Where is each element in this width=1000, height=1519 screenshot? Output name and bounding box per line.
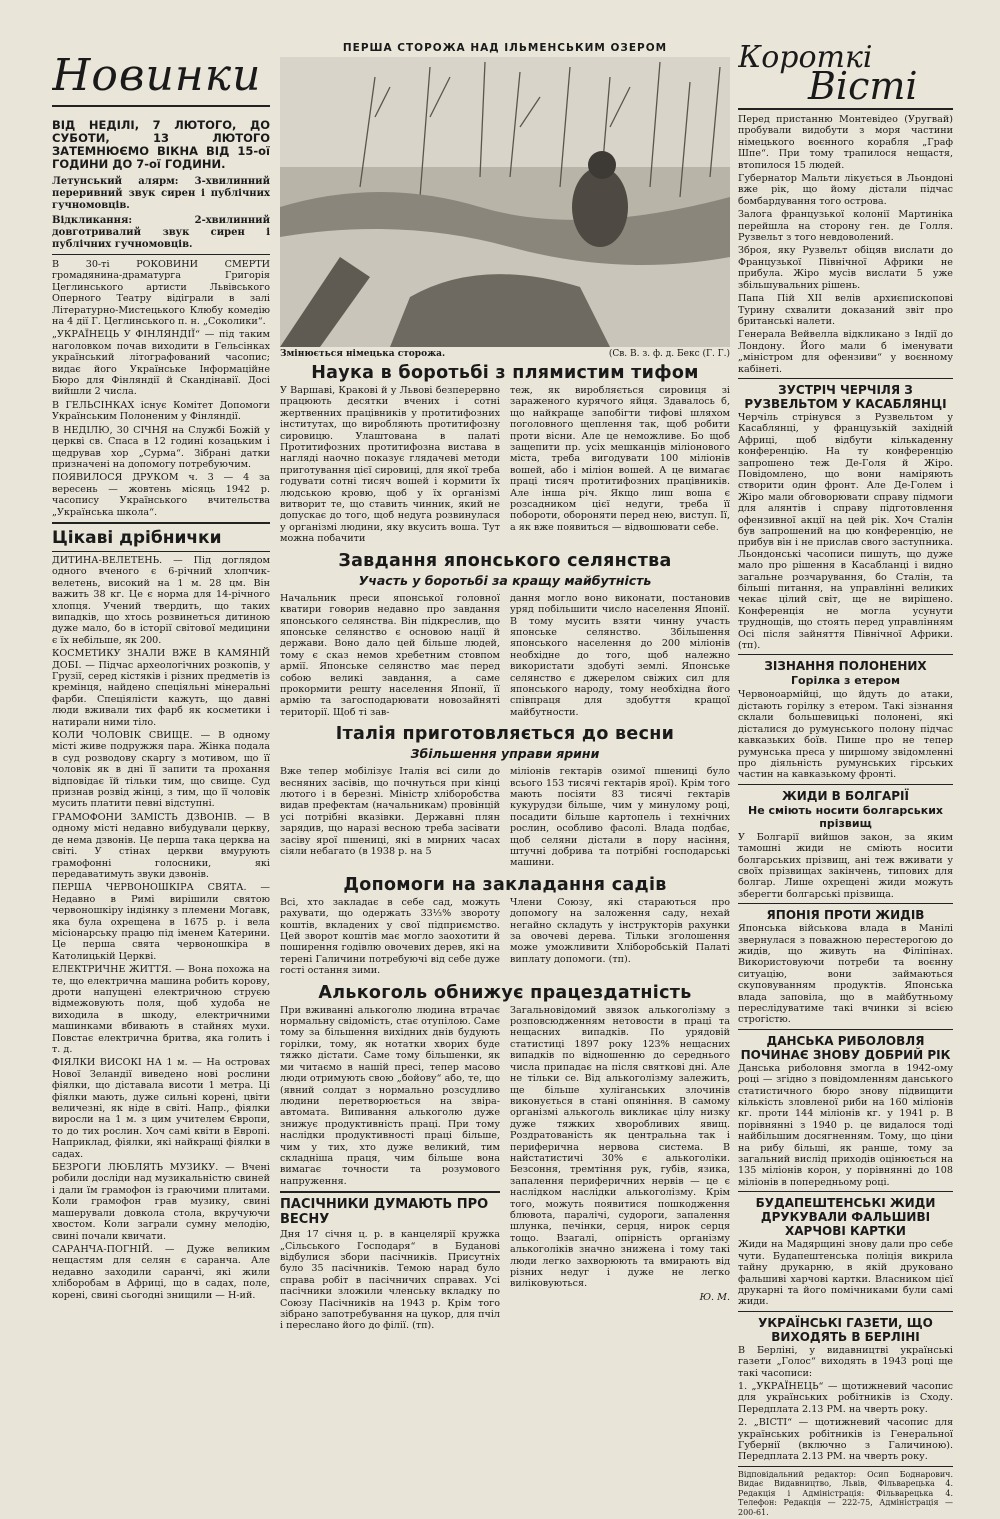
article-text: При вживанні алькоголю людина втрачає нормальну свідомість, стає отупілою. Саме тому за більшення вихідних днів будують горілки, тому, як нотатки хворих буде тяжко дістати. Саме тому більшенки, як ми читаємо в нашій пресі, тепер масово люди отримують свою „бойову“ або, те, що (явний солдат з нормально розсудливо людини перетворюється на звіра-автомата. Випивання алькоголю дуже знижує продуктивність праці. При тому наслідки продуктивності праці більше, чим у тих, хто дуже великий, тим складніша праця, чим більше вона вимагає точности та розумового напруження. <box>280 1004 500 1187</box>
article-body <box>280 897 730 979</box>
photo-headline: ПЕРША СТОРОЖА НАД ІЛЬМЕНСЬКИМ ОЗЕРОМ <box>342 42 668 54</box>
article-body <box>280 385 730 547</box>
korotki-masthead <box>738 40 953 108</box>
article-text: теж, як виробляється сировиця зі зараженого курячого яйця. Здавалось б, що найкраще запобігти тифові шляхом поголовного щеплення так, щоб робити проти вісни. Але це неможливе. Бо щоб защепити пр. усіх мешканців міліонового міста, треба вигодувати 100 міліонів вошей, або і міліон вошей. А це вимагає праці тисяч протитифозних працівників. Але інша річ. Якщо лиш воша є розсадником цієї недуги, треба її побороти, обороняти перед нею, виступ. Ії, а як вже появиться — відвошювати себе. <box>510 385 730 533</box>
trivia-item: КОСМЕТИКУ ЗНАЛИ ВЖЕ В КАМЯНІЙ ДОБІ. — Підчас археологічних розкопів, у Грузії, серед кістяків і різних предметів із кремінця, найдено спеціяльні мінеральні фарби. Спеціялісти кажуть, що давні люди вживали тих фарб як косметики і натирали ними тіло. <box>52 648 270 728</box>
article-title: Італія приготовляється до весни <box>335 724 675 745</box>
trivia-item: КОЛИ ЧОЛОВІК СВИЩЕ. — В одному місті живе подружжя пара. Жінка подала в суд розводову скаргу з мотивом, що її чоловік як в дні її запити та прохання відповідає їй тільки тим, що свище. Суд признав розвід жінці, з тим, що її чоловік мусить платити певні відступні. <box>52 730 270 810</box>
news-photo <box>280 57 730 347</box>
article-subtitle: Збільшення управи ярини <box>410 746 600 762</box>
divider <box>738 378 953 379</box>
divider <box>738 1466 953 1467</box>
article-subtitle: Не сміють носити болгарських прізвищ <box>747 803 943 830</box>
brief-item: Зброя, яку Рузвельт обіцяв вислати до Французької Північної Африки не прибула. Жіро мусів вислати 5 уже збільшувальних рішень. <box>738 245 953 291</box>
article-title: ДАНСЬКА РИБОЛОВЛЯ ПОЧИНАЄ ЗНОВУ ДОБРИЙ РІК <box>740 1033 951 1062</box>
divider <box>738 1311 953 1312</box>
brief-item: Залога французької колонії Мартиніка перейшла на сторону ген. де Голля. Рузвельт з того невдоволений. <box>738 209 953 244</box>
news-item: „УКРАЇНЕЦЬ У ФІНЛЯНДІЇ“ — під таким наголовком почав виходити в Гельсінках український літографований часопис; видає його Українське Інформаційне Бюро для Фінляндії й Скандінавії. Досі вийшли 2 числа. <box>52 329 270 398</box>
trivia-item: ФІЯЛКИ ВИСОКІ НА 1 м. — На островах Нової Зеландії виведено нові рослини фіялки, що діставала висоти 1 метра. Ці фіялки мають, дуже сильні корені, цвіти величезні, як ніде в світі. Напр., фіялки виросли на 1 м. з цим учителем Європи, то до тих рослин. Хоч самі квіти в Европі. Наприклад, фіялки, які найкращі фіялки в садах. <box>52 1057 270 1160</box>
brief-item: Губернатор Мальти лікується в Льондоні вже рік, що йому дістали підчас бомбардування того острова. <box>738 173 953 207</box>
article-body <box>280 1005 730 1334</box>
left-column <box>52 0 270 1303</box>
trivia-item: ПЕРША ЧЕРВОНОШКІРА СВЯТА. — Недавно в Римі вирішили святою червоношкіру індіянку з племени Могавк, яка була охрещена в 1675 р. і вела місіонарську працю під іменем Катерини. Це перша свята червоношкіра в Католицькій Церкві. <box>52 882 270 962</box>
article-body <box>280 593 730 720</box>
news-item: В 30-ті РОКОВИНИ СМЕРТИ громадянина-драматурга Григорія Цеглинського артисти Львівського Оперного Театру відіграли в залі Літературно-Мистецького Клюбу комедію на 4 дії Г. Цеглинського п. н. „Соколики“. <box>52 259 270 328</box>
list-item: 1. „УКРАЇНЕЦЬ“ — щотижневий часопис для українських робітників із Сходу. Передплата 2.13 РМ. на чверть року. <box>738 1380 953 1415</box>
article-text: У Болгарії вийшов закон, за яким тамошні жиди не сміють носити болгарських прізвищ, ані теж вживати у своїх прізвищах закінчень, типових для болгар. Лише охрещені жиди можуть зберегти болгарські прізвища. <box>738 831 953 900</box>
divider <box>738 654 953 655</box>
article-text: Жиди на Мадярщині знову дали про себе чути. Будапештенська поліція викрила тайну друкарню, в якій друковано фальшиві харчові картки. Власником цієї друкарні та його помічниками були самі жиди. <box>738 1239 953 1308</box>
article-text: Члени Союзу, які стараються про допомогу на заложення саду, нехай негайно складуть у інструкторів рахунки за овочеві дерева. Тільки зголошення може уможливити Хліборобській Палаті виплату допомоги. (тп). <box>510 896 730 965</box>
air-raid-alarm: Летунський алярм: 3-хвилинний переривний звук сирен і публічних гучномовців. <box>52 176 270 211</box>
imprint: Відповідальний редактор: Осип Боднарович. Видає Видавництво, Львів, Фільварецька 4. Редакція і Адміністрація: Фільварецька 4. Телефон: Редакція — 222-75, Адміністрація — 200-61. <box>738 1469 953 1517</box>
trivia-item: БЕЗРОГИ ЛЮБЛЯТЬ МУЗИКУ. — Вчені робили досліди над музикальністю свиней і дали їм грамофон із граючими плитами. Коли грамофон грав музику, свині машерували довкола стола, вкручуючи хвостом. Коли заграли сумну мелодію, свині почали квичати. <box>52 1162 270 1242</box>
article-text: Загальновідомий звязок алькоголізму з розповсюдженням нетовости в праці та нещасних випадків. По урядовій статистиці 1897 року 123% нещасних випадків по відношенню до середнього числа припадає на після святкові дні. Але не тільки се. Від алькоголізму залежить, ще більше хуліганських злочинів виконується в стані опяніння. В самому організмі алькоголь викликає цілу низку дуже тяжких хворобливих явищ. Роздратованість як центральна так і периферична нервова система. В найстатистичі 30% є алькоголіки. Безсоння, тремтіння рук, губів, язика, запалення периферичних нервів — це є наслідком наслідки алькоголізму. Крім того, можуть появитися пошкодження блювота, паралічі, судороги, запалення шлунка, печінки, серця, нирок серця тощо. Взагалі, опірність організму алькоголіків значно знижена і тому такі люди легко захворюють та вмирають від різних недуг і дуже не легко виліковуються. <box>510 1004 730 1290</box>
divider <box>738 1029 953 1030</box>
divider <box>52 105 270 107</box>
article-title: ЗІЗНАННЯ ПОЛОНЕНИХ <box>764 659 927 674</box>
article-title: ЯПОНІЯ ПРОТИ ЖИДІВ <box>766 908 925 923</box>
news-item: В НЕДІЛЮ, 30 СІЧНЯ на Службі Божій у церкві св. Спаса в 12 годині козацьким і щедрував хор „Сурма“. Зібрані датки призначені на допомогу потребуючим. <box>52 424 270 470</box>
blackout-notice: ВІД НЕДІЛІ, 7 ЛЮТОГО, ДО СУБОТИ, 13 ЛЮТОГО ЗАТЕМНЮЄМО ВІКНА ВІД 15-ої ГОДИНИ ДО 7-ої ГОДИНИ. <box>52 118 270 171</box>
author-signature: Ю. М. <box>699 1291 730 1303</box>
article-title: БУДАПЕШТЕНСЬКІ ЖИДИ ДРУКУВАЛИ ФАЛЬШИВІ ХАРЧОВІ КАРТКИ <box>755 1196 936 1239</box>
trivia-item: ГРАМОФОНИ ЗАМІСТЬ ДЗВОНІВ. — В одному місті недавно вибудували церкву, де нема дзвонів. Це перша така церква на світі. У стінах церкви вмурують грамофонні голосники, які передаватимуть звуки дзвонів. <box>52 811 270 880</box>
article-title: Завдання японського селянства <box>338 550 672 571</box>
photo-caption: Змінюється німецька сторожа. <box>280 349 446 359</box>
divider <box>52 522 270 524</box>
divider <box>738 784 953 785</box>
right-column <box>738 0 953 1519</box>
novynky-masthead: Новинки <box>52 50 262 101</box>
article-title: ЗУСТРІЧ ЧЕРЧІЛЯ З РУЗВЕЛЬТОМ У КАСАБЛЯНЦІ <box>744 382 947 411</box>
news-item: ПОЯВИЛОСЯ ДРУКОМ ч. 3 — 4 за вересень — жовтень місяць 1942 р. часопису Українського вчительства „Українська школа“. <box>52 472 270 518</box>
korotki-masthead-line1: Короткі <box>738 40 873 75</box>
trivia-item: ЕЛЕКТРИЧНЕ ЖИТТЯ. — Вона похожа на те, що електрична машина робить корову, дроти напущені електричною струєю відмежовують поля, щоб худоба не виходила в шкоду, електричними машинками вбивають в стайнях мухи. Повстає електрична бритва, яка голить і т. д. <box>52 964 270 1055</box>
article-title: ПАСІЧНИКИ ДУМАЮТЬ ПРО ВЕСНУ <box>280 1197 489 1228</box>
divider <box>738 903 953 904</box>
article-text: Всі, хто закладає в себе сад, можуть рахувати, що одержать 33⅓% звороту коштів, вкладених у свої підприємство. Цей зворот коштів має могло заохотити й поширення годівлю овочевих дерев, які на терені Галичини потребуючі від себе дуже гості остання зими. <box>280 896 500 977</box>
list-item: 2. „ВІСТІ“ — щотижневий часопис для українських робітників із Генеральної Губернії (включно з Галичиною). Передплата 2.13 РМ. на чверть року. <box>738 1417 953 1463</box>
photo-caption-row <box>280 349 730 359</box>
korotki-masthead-line2: Вісті <box>808 64 918 108</box>
divider <box>738 108 953 110</box>
article-text: Черчіль стрінувся з Рузвельтом у Касаблянці, у французькій західній Африці, щоб відбути кількаденну конференцію. На ту конференцію запрошено теж Де-Голя й Жіро. Повідомлено, що вони наміряють створити один фронт. Але Де-Голем і Жіро мали обговорювати справу підмоги для алянтів і справу підготовлення офензивної акції на цей рік. Хоч Сталін був запрошений на цю конференцію, не прибув він і не прислав свого заступника. Льондонські часописи пишуть, що дуже мало про рішення в Касабланці і видно загальне розчарування, бо Сталін, та більші питання, на управлінні великих чекає цілий світ, ще не вирішено. Конференція не могла усунути труднощів, що стоять перед управлінням Осі після зайняття Північної Африки. (тп). <box>738 411 953 652</box>
article-text: міліонів гектарів озимої пшениці було всього 153 тисячі гектарів ярої). Крім того мають посіяти 83 тисячі гектарів кукурудзи більше, чим у минулому році, посадити більше картопель і технічних рослин, особливо фасолі. Влада подбає, щоб селяни дістали в пору насіння, штучні добрива та потрібні господарські машини. <box>510 766 730 869</box>
divider <box>52 254 270 255</box>
article-text: В Берліні, у видавництві українські газети „Голос“ виходять в 1943 році ще такі часописи: <box>738 1344 953 1379</box>
middle-column <box>280 0 730 1334</box>
article-text: Начальник преси японської головної кватири говорив недавно про завдання японського селянства. Він підкреслив, що японське селянство є основою нації й держави. Воно дало цей більше людей, тому є сказ немов хребетним стовпом армії. Японське селянство має перед собою великі завдання, а саме прокормити решту населення Японії, її армію та загосподарювати новозайняті території. Щоб ті зав- <box>280 592 500 718</box>
news-item: В ГЕЛЬСІНКАХ існує Комітет Допомоги Українським Полоненим у Фінляндії. <box>52 399 270 423</box>
article-subtitle: Горілка з етером <box>791 674 900 688</box>
article-text: Японська військова влада в Манілі звернулася з поважною перестерогою до жидів, що живуть на Філіпінах. Використовуючи потреби та воєнну ситуацію, вони займаються скуповуванням продуктів. Японська влада заповіла, що в майбутньому переслідуватиме такі вчинки зі всією строгістю. <box>738 923 953 1026</box>
article-body <box>280 766 730 871</box>
trivia-item: ДИТИНА-ВЕЛЕТЕНЬ. — Під доглядом одного вченого є 6-річний хлопчик-велетень, високий на 1 м. 28 цм. Він важить 38 кг. Це є норма для 14-річного хлопця. Учений твердить, що таких випадків, що хтось розвинеться дитиною дуже мало, бо в історії світової медицини є їх небільше, як 200. <box>52 554 270 646</box>
divider <box>52 551 270 552</box>
article-text: У Варшаві, Кракові й у Львові безперервно працюють десятки вчених і сотні жертвенних працівників у протитифозних інститутах, що виробляють протитифозну сировицю. Улаштована в палаті Протитифозних протитифозна вистава в нагляді наочно показує глядачеві методи приготування цієї сировиці, для якої треба годувати сотні тисяч вошей і кормити їх людською кровю, щоб у їх організмі витворит те, що ставить чинник, який не допускає до того, щоб недуга розвинулася у організмі людини, яку вкусить воша. Тут можна побачити <box>280 385 500 545</box>
article-title: Наука в боротьбі з плямистим тифом <box>311 363 699 383</box>
photo-credit: (Св. В. з. ф. д. Бекс (Г. Г.) <box>608 349 730 359</box>
trivia-item: САРАНЧА-ПОГНІЙ. — Дуже великим нещастям для селян є саранча. Але недавно заходили саранчі, які жили хліборобам в Африці, що в садах, поле, корені, свині сьогодні знищили — Н-ий. <box>52 1243 270 1301</box>
article-title: ЖИДИ В БОЛГАРІЇ <box>782 788 909 803</box>
article-text: Червоноармійці, що йдуть до атаки, дістають горілку з етером. Такі зізнання склали большевицькі полонені, які дісталися до румунського полону підчас кавказьких боїв. Пише про не тепер румунська преса у ширшому звідомленні про діяльність румунських гірських частин на кавказькому фронті. <box>738 689 953 781</box>
brief-item: Папа Пій XII велів архиєпископові Турину схвалити доказаний звіт про британські налети. <box>738 293 953 327</box>
article-title: Алькоголь обнижує працездатність <box>318 982 692 1003</box>
article-subtitle: Участь у боротьбі за кращу майбутність <box>358 572 652 588</box>
dribnychky-heading: Цікаві дрібнички <box>52 527 222 548</box>
article-text: дання могло воно виконати, постановив уряд побільшити число населення Японії. В тому мусить взяти чинну участь японське селянство. Збільшення японського населення до 200 міліонів необхідне до того, щоб належно використати здобуті землі. Японське селянство є джерелом свіжих сил для японського народу, тому необхідна його співпраця для здобуття кращої майбутности. <box>510 592 730 718</box>
brief-item: Генерала Вейвелла відкликано з Індії до Лондону. Його мали б іменувати „міністром для офензиви“ у воєнному кабінеті. <box>738 329 953 375</box>
article-text: Данська риболовня змогла в 1942-ому році — згідно з повідомленням данського статистичного бюро знову підвищити кількість зловленої риби на 160 міліонів кг. проти 144 міліонів кг. у 1941 р. В порівнянні з 1940 р. це видалося тоді найбільшим досягненням. Тому, що ціни на рибу більші, як ранше, тому за загальний вислід приходів оцінюється на 135 міліонів корон, у порівнянні до 108 міліонів в попередньому році. <box>738 1062 953 1188</box>
divider <box>280 1191 500 1193</box>
article-title: Допомоги на закладання садів <box>343 874 667 895</box>
brief-item: Перед пристанню Монтевідео (Уругвай) пробували видобути з моря частини німецького воєнного корабля „Граф Шпе“. При тому трапилося нещастя, втопилося 15 людей. <box>738 114 953 171</box>
article-title: УКРАЇНСЬКІ ГАЗЕТИ, ЩО ВИХОДЯТЬ В БЕРЛІНІ <box>758 1315 933 1344</box>
all-clear: Відкликання: 2-хвилинний довготривалий звук сирен і публічних гучномовців. <box>52 215 270 250</box>
article-text: Вже тепер мобілізує Італія всі сили до весняних засівів, що почнуться при кінці лютого і в березні. Міністр хліборобства видав префектам (начальникам) провінцій усі потрібні вказівки. Державні плян зарядив, що наразі весною треба засівати засіву ярої пшениці, які в мирних часах сіяли небагато (в 1938 р. на 5 <box>280 766 500 857</box>
article-text: Дня 17 січня ц. р. в канцелярії кружка „Сільського Господаря“ в Буданові відбулися збори пасічників. Присутніх було 35 пасічників. Темою нарад було справа робіт в пасічничих справах. Усі пасічники зложили членську вкладку по Союзу Пасічників на 1943 р. Крім того зібрано запотребування на цукор, для пчіл і переслано його до філії. (тп). <box>280 1229 500 1332</box>
divider <box>738 1191 953 1192</box>
photo-illustration <box>280 57 730 347</box>
